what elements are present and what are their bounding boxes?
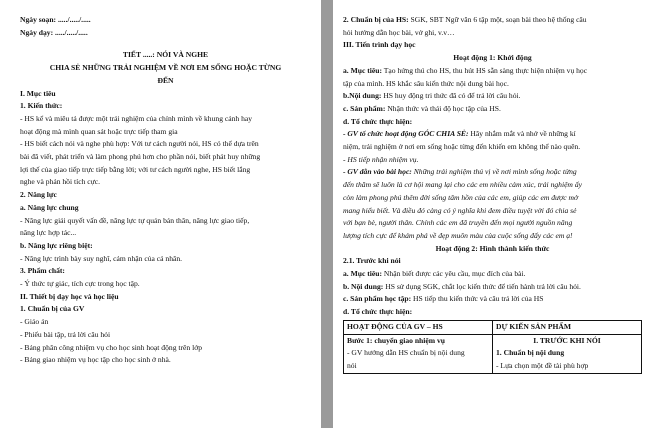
chuan-bi-hs-text: SGK, SBT Ngữ văn 6 tập một, soạn bài theo hệ thống câu	[408, 15, 587, 24]
gv-item: - Bảng phân công nhiệm vụ cho học sinh hoạt động trên lớp	[20, 342, 203, 352]
muc-tieu-label: a. Mục tiêu:	[343, 65, 383, 75]
nang-luc-rieng-line: - Năng lực trình bày suy nghĩ, cảm nhận của cá nhân.	[20, 253, 183, 263]
table-cell-text: Bước 1: chuyển giao nhiệm vụ	[347, 335, 445, 345]
hoat-dong-1-heading: Hoạt động 1: Khởi động	[453, 53, 532, 63]
section-muc-tieu: I. Mục tiêu	[20, 88, 56, 98]
gv-dan-line: đến thăm sẽ luôn là cơ hội mang lại cho các em nhiều cảm xúc, trải nghiệm ấy	[343, 180, 582, 190]
table-cell-text: - Lựa chọn một đề tài phù hợp	[496, 360, 589, 370]
section-thiet-bi: II. Thiết bị dạy học và học liệu	[20, 291, 119, 301]
kien-thuc-line: nghe và phản hồi tích cực.	[20, 177, 101, 187]
nang-luc-chung-line: - Năng lực giải quyết vấn đề, năng lực tự quản bản thân, năng lực giao tiếp,	[20, 215, 250, 225]
to-chuc-label: d. Tổ chức thực hiện:	[343, 116, 413, 126]
table-row	[344, 334, 642, 373]
muc-tieu-2-label: a. Mục tiêu:	[343, 269, 383, 279]
muc-tieu-text: Tạo hứng thú cho HS, thu hút HS sẵn sàng thực hiện nhiệm vụ học	[382, 65, 588, 75]
section-2-1: 2.1. Trước khi nói	[343, 256, 401, 266]
gv-item: - Bảng giao nhiệm vụ học tập cho học sinh ở nhà.	[20, 355, 171, 365]
gv-dan-line: còn làm phong phú thêm đời sống tâm hồn của các em, giúp các em được mở	[343, 192, 578, 202]
chuan-bi-hs-label: 2. Chuẩn bị của HS:	[343, 15, 409, 24]
table-cell-text: 1. Chuẩn bị nội dung	[496, 348, 565, 358]
nang-luc-chung-line: năng lực hợp tác...	[20, 228, 77, 238]
ngay-day: Ngày dạy: ...../...../.....	[20, 27, 88, 37]
table-cell-text: nói	[347, 360, 357, 370]
noi-dung-label: b.Nội dung:	[343, 91, 382, 101]
to-chuc-2-label: d. Tổ chức thực hiện:	[343, 307, 413, 317]
gv-dan-line: với bạn bè, người thân. Chính các em đã truyền đến mọi người nguồn năng	[343, 218, 573, 228]
san-pham-label: c. Sản phẩm:	[343, 103, 386, 113]
noi-dung-2-text: HS sử dụng SGK, chắt lọc kiến thức để tiến hành trả lời câu hỏi.	[383, 281, 581, 291]
gv-dan-label: - GV dẫn vào bài học:	[343, 167, 412, 177]
chuan-bi-hs-line	[343, 14, 642, 27]
subsection-chuan-bi-gv: 1. Chuẩn bị của GV	[20, 304, 85, 314]
san-pham-text: Nhận thức và thái độ học tập của HS.	[385, 103, 501, 113]
noi-dung-text: HS huy động tri thức đã có để trả lời câu hỏi.	[381, 91, 521, 101]
table-cell	[344, 334, 493, 373]
muc-tieu-line-2: tập của mình. HS khắc sâu kiến thức nội dung bài học.	[343, 78, 509, 88]
subsection-pham-chat: 3. Phẩm chất:	[20, 266, 65, 276]
muc-tieu-2-text: Nhận biết được các yêu cầu, mục đích của bài.	[382, 269, 526, 279]
table-cell	[493, 334, 642, 373]
gv-item: - Phiếu bài tập, trả lời câu hỏi	[20, 329, 111, 339]
section-tien-trinh: III. Tiến trình dạy học	[343, 40, 416, 50]
document-page-right	[333, 0, 650, 428]
table-cell-text: I. TRƯỚC KHI NÓI	[533, 335, 601, 345]
muc-tieu-line	[343, 65, 642, 78]
chuan-bi-hs-line-2: hỏi hướng dẫn học bài, vở ghi, v.v…	[343, 27, 455, 37]
activity-table	[343, 320, 642, 374]
san-pham-2-label: c. Sản phẩm học tập:	[343, 294, 412, 304]
kien-thuc-line: hoạt động mà mình quan sát hoặc trực tiếp tham gia	[20, 126, 178, 136]
gv-dan-text: Những trải nghiệm thú vị về nơi mình sống hoặc từng	[411, 167, 577, 177]
san-pham-2-text: HS tiếp thu kiến thức và câu trả lời của HS	[411, 294, 544, 304]
gv-goc-chia-se-line	[343, 128, 642, 141]
san-pham-2-line	[343, 293, 642, 306]
subsection-nang-luc: 2. Năng lực	[20, 190, 57, 200]
gv-dan-line	[343, 166, 642, 179]
table-header-row	[344, 320, 642, 334]
document-page-left	[0, 0, 321, 428]
table-header-cell: HOẠT ĐỘNG CỦA GV – HS	[344, 320, 493, 334]
san-pham-line	[343, 103, 642, 116]
noi-dung-2-line	[343, 281, 642, 294]
gv-goc-chia-se-label: - GV tổ chức hoạt động GÓC CHIA SẺ:	[343, 129, 469, 139]
kien-thuc-line: lợi thế của giao tiếp trực tiếp bằng lời; với tư cách người nghe, HS biết lắng	[20, 164, 251, 174]
ngay-soan: Ngày soạn: ...../...../.....	[20, 15, 91, 24]
hs-tiep-nhan-line: - HS tiếp nhận nhiệm vụ.	[343, 154, 419, 164]
pham-chat-line: - Ý thức tự giác, tích cực trong học tập.	[20, 279, 140, 289]
muc-tieu-2-line	[343, 268, 642, 281]
nang-luc-rieng-label: b. Năng lực riêng biệt:	[20, 240, 93, 250]
subsection-kien-thuc: 1. Kiến thức:	[20, 101, 63, 111]
gv-goc-chia-se-line-2: niệm, trải nghiệm ở nơi em sống hoặc từng đến khiến em không thể nào quên.	[343, 142, 581, 152]
noi-dung-line	[343, 90, 642, 103]
table-cell-text: - GV hướng dẫn HS chuẩn bị nội dung	[347, 348, 465, 358]
kien-thuc-line: - HS kể và miêu tả được một trải nghiệm của chính mình về khung cảnh hay	[20, 113, 253, 123]
gv-item: - Giáo án	[20, 317, 49, 327]
hoat-dong-2-heading: Hoạt động 2: Hình thành kiến thức	[435, 243, 550, 253]
nang-luc-chung-label: a. Năng lực chung	[20, 202, 79, 212]
kien-thuc-line: - HS biết cách nói và nghe phù hợp: Với tư cách người nói, HS có thể dựa trên	[20, 139, 259, 149]
table-header-cell: DỰ KIẾN SẢN PHẨM	[493, 320, 642, 334]
gv-goc-chia-se-text: Hãy nhắm mắt và nhớ về những kí	[468, 129, 576, 139]
gv-dan-line: lượng tích cực để khám phá về đẹp muôn màu của cuộc sống đấy các em ạ!	[343, 230, 573, 240]
kien-thuc-line: bài đã viết, phát triển và làm phong phú hơn cho phần nói, biết phát huy những	[20, 152, 261, 162]
lesson-heading: TIẾT .....: NÓI VÀ NGHE	[122, 50, 209, 60]
gv-dan-line: mang hiểu biết. Và điều đó càng có ý nghĩa khi đem điều tuyệt vời đó chia sẻ	[343, 205, 577, 215]
lesson-title-line-2: ĐẾN	[157, 75, 174, 85]
lesson-title-line-1: CHIA SẺ NHỮNG TRẢI NGHIỆM VỀ NƠI EM SỐNG HOẶC TỪNG	[49, 63, 282, 73]
noi-dung-2-label: b. Nội dung:	[343, 281, 384, 291]
